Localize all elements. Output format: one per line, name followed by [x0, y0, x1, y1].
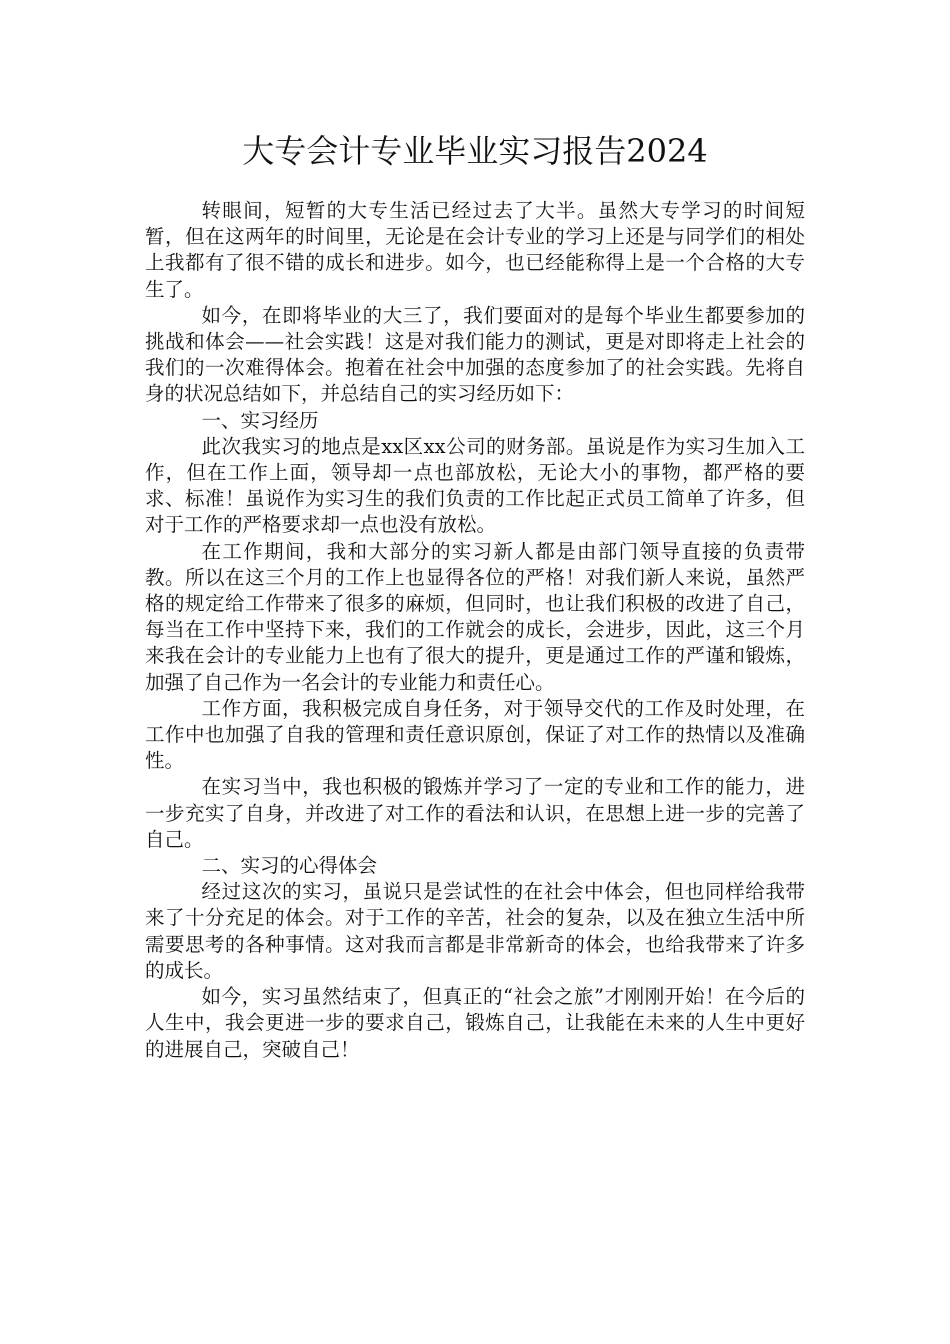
- section-heading-reflection: 二、实习的心得体会: [201, 854, 378, 878]
- section-heading-experience: 一、实习经历: [201, 408, 319, 432]
- document-title: 大专会计专业毕业实习报告2024: [242, 132, 708, 170]
- paragraph-reflection: 经过这次的实习，虽说只是尝试性的在社会中体会，但也同样给我带来了十分充足的体会。对于工作的辛苦，社会的复杂，以及在独立生活中所需要思考的各种事情。这对我而言都是非常新奇的体会，也给我带来了许多的成长。: [145, 880, 805, 982]
- paragraph-background: 如今，在即将毕业的大三了，我们要面对的是每个毕业生都要参加的挑战和体会——社会实践！这是对我们能力的测试，更是对即将走上社会的我们的一次难得体会。抱着在社会中加强的态度参加了的社会实践。先将自身的状况总结如下，并总结自己的实习经历如下：: [145, 303, 805, 406]
- paragraph-intro: 转眼间，短暂的大专生活已经过去了大半。虽然大专学习的时间短暂，但在这两年的时间里，无论是在会计专业的学习上还是与同学们的相处上我都有了很不错的成长和进步。如今，也已经能称得上是一个合格的大专生了。: [145, 199, 805, 301]
- paragraph-work-aspect: 工作方面，我积极完成自身任务，对于领导交代的工作及时处理，在工作中也加强了自我的管理和责任意识原创，保证了对工作的热情以及准确性。: [145, 696, 805, 773]
- paragraph-location: 此次我实习的地点是xx区xx公司的财务部。虽说是作为实习生加入工作，但在工作上面，领导却一点也部放松，无论大小的事物，都严格的要求、标准！虽说作为实习生的我们负责的工作比起正式员工简单了许多，但对于工作的严格要求却一点也没有放松。: [145, 434, 805, 537]
- document-body: [145, 198, 805, 1063]
- paragraph-learning: 在实习当中，我也积极的锻炼并学习了一定的专业和工作的能力，进一步充实了自身，并改进了对工作的看法和认识，在思想上进一步的完善了自己。: [145, 775, 805, 851]
- paragraph-work-period: 在工作期间，我和大部分的实习新人都是由部门领导直接的负责带教。所以在这三个月的工作上也显得各位的严格！对我们新人来说，虽然严格的规定给工作带来了很多的麻烦，但同时，也让我们积极的改进了自己，每当在工作中坚持下来，我们的工作就会的成长，会进步，因此，这三个月来我在会计的专业能力上也有了很大的提升，更是通过工作的严谨和锻炼，加强了自己作为一名会计的专业能力和责任心。: [145, 539, 805, 694]
- paragraph-conclusion: 如今，实习虽然结束了，但真正的“社会之旅”才刚刚开始！在今后的人生中，我会更进一步的要求自己，锻炼自己，让我能在未来的人生中更好的进展自己，突破自己！: [145, 985, 805, 1061]
